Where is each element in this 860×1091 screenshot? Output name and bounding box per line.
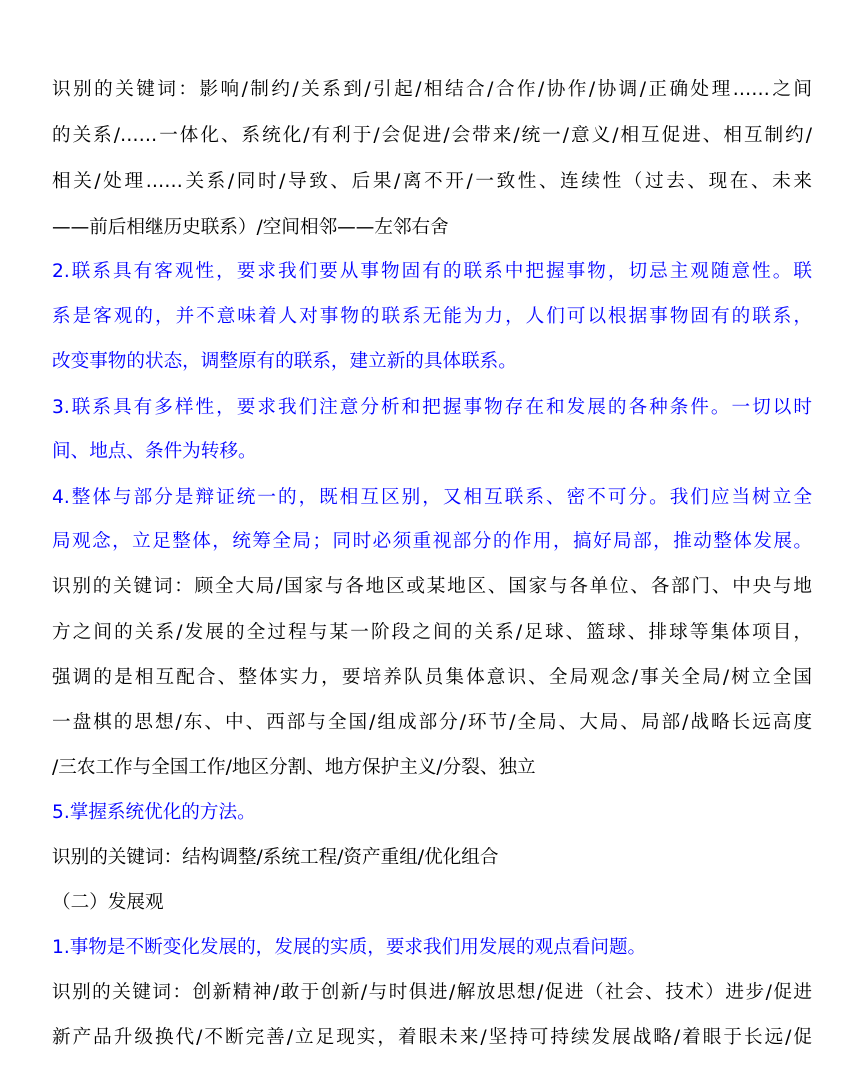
highlighted-point-line: 改变事物的状态，调整原有的联系，建立新的具体联系。: [52, 351, 517, 372]
text-line: 识别的关键词：结构调整/系统工程/资产重组/优化组合: [52, 847, 499, 868]
text-line: /三农工作与全国工作/地区分割、地方保护主义/分裂、独立: [52, 757, 536, 778]
highlighted-point-line: 局观念，立足整体，统筹全局；同时必须重视部分的作用，搞好局部，推动整体发展。: [52, 531, 812, 552]
text-line: 新产品升级换代/不断完善/立足现实，着眼未来/坚持可持续发展战略/着眼于长远/促: [52, 1027, 812, 1048]
text-line: 方之间的关系/发展的全过程与某一阶段之间的关系/足球、篮球、排球等集体项目，: [52, 622, 812, 643]
section-heading: （二）发展观: [52, 892, 164, 913]
text-line: 识别的关键词：顾全大局/国家与各地区或某地区、国家与各单位、各部门、中央与地: [52, 576, 812, 597]
text-line: 一盘棋的思想/东、中、西部与全国/组成部分/环节/全局、大局、局部/战略长远高度: [52, 712, 812, 733]
highlighted-point-line: 2.联系具有客观性，要求我们要从事物固有的联系中把握事物，切忌主观随意性。联: [52, 261, 812, 282]
text-line: 识别的关键词：创新精神/敢于创新/与时俱进/解放思想/促进（社会、技术）进步/促进: [52, 982, 812, 1003]
highlighted-point-line: 3.联系具有多样性，要求我们注意分析和把握事物存在和发展的各种条件。一切以时: [52, 397, 812, 418]
text-line: 强调的是相互配合、整体实力，要培养队员集体意识、全局观念/事关全局/树立全国: [52, 667, 812, 688]
highlighted-point-line: 间、地点、条件为转移。: [52, 441, 257, 462]
text-line: 的关系/……一体化、系统化/有利于/会促进/会带来/统一/意义/相互促进、相互制约/: [52, 125, 812, 146]
highlighted-point-line: 1.事物是不断变化发展的，发展的实质，要求我们用发展的观点看问题。: [52, 937, 647, 958]
highlighted-point-line: 4.整体与部分是辩证统一的，既相互区别，又相互联系、密不可分。我们应当树立全: [52, 487, 812, 508]
highlighted-point-line: 系是客观的，并不意味着人对事物的联系无能为力，人们可以根据事物固有的联系，: [52, 306, 812, 327]
text-line: 识别的关键词：影响/制约/关系到/引起/相结合/合作/协作/协调/正确处理……之间: [52, 79, 812, 100]
highlighted-point-line: 5.掌握系统优化的方法。: [52, 802, 256, 823]
text-line: 相关/处理……关系/同时/导致、后果/离不开/一致性、连续性（过去、现在、未来: [52, 171, 812, 192]
text-line: ——前后相继历史联系）/空间相邻——左邻右舍: [52, 217, 449, 238]
